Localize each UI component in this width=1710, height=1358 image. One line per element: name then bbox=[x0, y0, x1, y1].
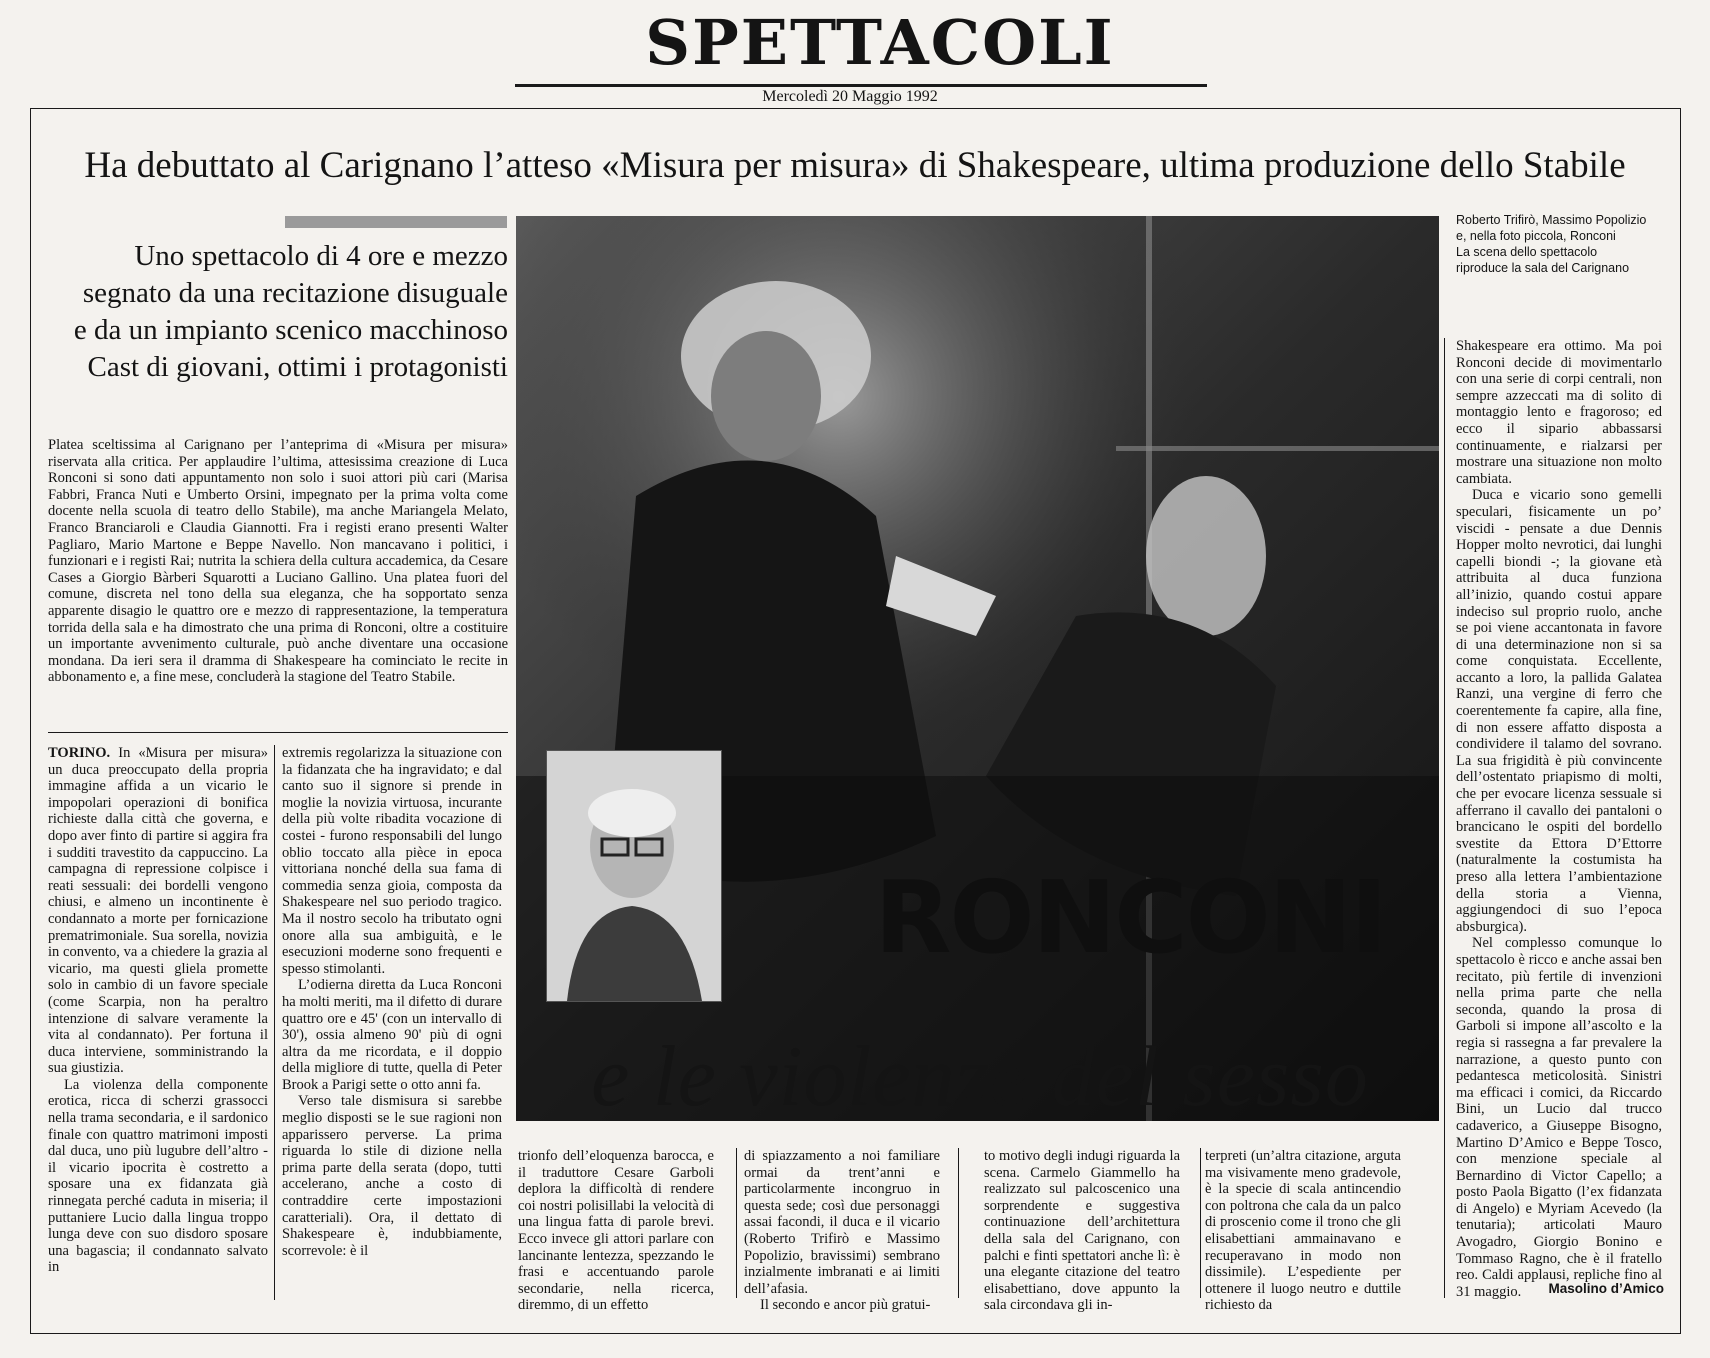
article-column-6 bbox=[1205, 1148, 1401, 1314]
caption-line: e, nella foto piccola, Ronconi bbox=[1456, 229, 1616, 243]
column-text: L’odierna diretta da Luca Ronconi ha molti meriti, ma il difetto di durare quattro ore e 45' (con un intervallo di 30'), ossia almeno 90' più di ogni altra da me ricordata, e il doppio della migliore di tutte, quella di Peter Brook a Parigi sette o otto anni fa. bbox=[282, 977, 502, 1093]
masthead-rule-thick bbox=[515, 84, 1207, 87]
article-column-5 bbox=[984, 1148, 1180, 1314]
column-divider bbox=[958, 1148, 959, 1298]
photo-caption bbox=[1456, 212, 1686, 276]
column-divider bbox=[1444, 338, 1445, 1298]
caption-line: Roberto Trifirò, Massimo Popolizio bbox=[1456, 213, 1647, 227]
feature-title-tagline: e le violenze del sesso bbox=[591, 1028, 1369, 1124]
article-column-right bbox=[1456, 338, 1662, 1300]
column-text: La violenza della componente erotica, ricca di scherzi grassocci nella trama secondaria, e il sardonico finale con quattro matrimoni imposti dal duca, uno più lugubre dell’altro - il vicario ipocrita è costretto a sposare una ex fidanzata già rinnegata perché caduta in miseria; il puttaniere Lucio dalla lingua troppo lunga deve con suo disdoro sposare una bagascia; il condannato salvato in bbox=[48, 1076, 268, 1276]
intro-paragraph bbox=[48, 437, 508, 686]
column-text: to motivo degli indugi riguarda la scena. Carmelo Giammello ha realizzato sul palcoscenico una sorprendente e suggestiva continuazione dell’architettura della sala del Carignano, con palchi e finti spettatori anche lì: è una elegante citazione del teatro elisabettiano, dove appunto la sala circondava gli in- bbox=[984, 1148, 1180, 1314]
article-column-3 bbox=[518, 1148, 714, 1314]
frame-bottom-rule bbox=[30, 1333, 1681, 1334]
portrait-graphic bbox=[547, 751, 721, 1001]
column-text: terpreti (un’altra citazione, arguta ma visivamente meno gradevole, è la specie di scala antincendio con poltrona che cala da un palco di proscenio come il trono che gli elisabettiani ammainavano e recuperavano in modo non dissimile). L’espediente per ottenere il luogo neutro e duttile richiesto da bbox=[1205, 1148, 1401, 1314]
caption-line: riproduce la sala del Carignano bbox=[1456, 261, 1630, 275]
frame-left-rule bbox=[30, 108, 31, 1333]
caption-line: La scena dello spettacolo bbox=[1456, 245, 1598, 259]
dateline: Mercoledì 20 Maggio 1992 bbox=[762, 88, 938, 105]
article-column-4 bbox=[744, 1148, 940, 1314]
column-text: extremis regolarizza la situazione con la fidanzata che ha ingravidato; e dal canto suo il signore si prende in moglie la novizia virtuosa, incurante della più volte ribadita vocazione di costei - furono responsabili del lungo oblio toccato alla pièce in epoca vittoriana nonché della sua fama di commedia senza gioia, composta da Shakespeare nel suo periodo tragico. Ma il nostro secolo ha tributato ogni onore alla sua ambiguità, e le esecuzioni moderne sono frequenti e spesso stimolanti. bbox=[282, 745, 502, 977]
column-divider bbox=[274, 745, 275, 1300]
column-text: Duca e vicario sono gemelli speculari, fisicamente un po’ viscidi - pensate a due Dennis Hopper molto nevrotici, dai lunghi capelli biondi -; la giovane età attribuita al duca funziona all’inizio, quando costui appare indeciso sul proprio ruolo, anche se poi viene accantonata in favore di una determinazione non si sa come conquistata. Eccellente, accanto a loro, la pallida Galatea Ranzi, una vergine di ferro che coerentemente fa capire, alla fine, di non essere affatto disposta a condividere il talamo del sovrano. La sua frigidità è più convincente dell’ostentato priapismo di molti, che per evocare licenza sessuale si afferrano il cavallo dei pantaloni o brancicano le ospiti del bordello svestite da Ettora D’Ettorre (naturalmente la costumista ha preso alla lettera l’ambientazione della storia a Vienna, aggiungendoci di suo l’epoca absburgica). bbox=[1456, 487, 1662, 935]
dateline-city: TORINO. bbox=[48, 745, 111, 761]
subhead-line: segnato da una recitazione disuguale bbox=[82, 277, 508, 309]
column-text: Shakespeare era ottimo. Ma poi Ronconi decide di movimentarlo con una serie di corpi centrali, non sempre azzeccati ma di solito di montaggio lento e fragoroso; ed ecco il sipario abbassarsi continuamente, e rialzarsi per mostrare una situazione non molto cambiata. bbox=[1456, 338, 1662, 487]
subhead-bar bbox=[285, 216, 507, 228]
column-text: In «Misura per misura» un duca preoccupato della propria immagine affida a un vicario le impopolari operazioni di bonifica richieste dalla città che governa, e dopo aver finto di partire si aggira fra i sudditi travestito da cappuccino. La campagna di repressione colpisce i reati sessuali: dei bordelli vengono chiusi, e almeno un incontinente è condannato a morte per fornicazione prematrimoniale. Sua sorella, novizia in convento, va a chiedere la grazia al vicario, ma questi gliela promette solo in cambio di un favore speciale (come Scarpia, non ha peraltro intenzione di salvare veramente la vita al condannato). Per fortuna il duca interviene, somministrando la sua giustizia. bbox=[48, 745, 268, 1077]
feature-title-name: RONCONI bbox=[874, 859, 1386, 976]
dateline-rule-left bbox=[30, 108, 1680, 109]
article-column-2 bbox=[282, 745, 502, 1259]
author-signature: Masolino d’Amico bbox=[1548, 1281, 1664, 1296]
column-text: Nel complesso comunque lo spettacolo è ricco e anche assai ben recitato, più fertile di invenzioni nella prima parte che nella seconda, quando la prosa di Garboli si impone all’ascolto e la regia si rassegna a far prevalere la narrazione, a questo punto con pedantesca meticolosità. Sinistri ma efficaci i comici, da Riccardo Bini, un Lucio dal trucco cadaverico, a Giuseppe Bisogno, Martino D’Amico e Beppe Tosco, con menzione speciale al Bernardino di Victor Capello; a posto Paola Bigatto (l’ex fidanzata di Angelo) e Myriam Acevedo (la tenutaria); articolati Mauro Avogadro, Giorgio Bonino e Tommaso Ragno, che è il fratello reo. Caldi applausi, repliche fino al 31 maggio. bbox=[1456, 935, 1662, 1300]
column-text: di spiazzamento a noi familiare ormai da trent’anni e particolarmente incongruo in questa sede; così due personaggi assai facondi, il duca e il vicario (Roberto Trifirò e Massimo Popolizio, bravissimi) sembrano inzialmente imbranati e ai limiti dell’afasia. bbox=[744, 1148, 940, 1297]
column-divider bbox=[736, 1148, 737, 1298]
subhead bbox=[60, 238, 508, 386]
column-divider bbox=[1200, 1148, 1201, 1298]
subhead-line: e da un impianto scenico macchinoso bbox=[73, 314, 508, 346]
column-text: Verso tale dismisura si sarebbe meglio disposti se le sue ragioni non apparissero perverse. La prima riguarda lo stile di dizione nella prima parte della serata (dopo, tutti accelerano, anche a costo di contraddire certe impostazioni caratteriali). Ora, il dettato di Shakespeare è, indubbiamente, scorrevole: è il bbox=[282, 1093, 502, 1259]
article-column-1 bbox=[48, 745, 268, 1276]
column-text: Il secondo e ancor più gratui- bbox=[760, 1297, 931, 1314]
frame-right-rule bbox=[1680, 108, 1681, 1333]
headline: Ha debuttato al Carignano l’atteso «Misura per misura» di Shakespeare, ultima produzione dello Stabile bbox=[84, 145, 1626, 186]
column-text: trionfo dell’eloquenza barocca, e il traduttore Cesare Garboli deplora la difficoltà di rendere coi nostri polisillabi la velocità di una lingua fatta di parole brevi. Ecco invece gli attori parlare con lancinante lentezza, spezzando le frasi e accentuando parole secondarie, nella ricerca, diremmo, di un effetto bbox=[518, 1148, 714, 1314]
subhead-line: Cast di giovani, ottimi i protagonisti bbox=[87, 351, 508, 383]
intro-text: Platea sceltissima al Carignano per l’anteprima di «Misura per misura» riservata alla critica. Per applaudire l’ultima, attesissima creazione di Luca Ronconi si sono dati appuntamento non solo i suoi attori più cari (Marisa Fabbri, Franca Nuti e Umberto Orsini, impegnato per la prima volta come docente nella scuola di teatro dello Stabile), ma anche Mariangela Melato, Franco Branciaroli e Claudia Giannotti. Fra i registi erano presenti Walter Pagliaro, Mario Martone e Beppe Navello. Non mancavano i politici, i funzionari e i registi Rai; nutrita la schiera della cultura accademica, da Cesare Cases a Giorgio Bàrberi Squarotti a Luciano Gallino. Una platea fuori del comune, discreta nel tono della sua eleganza, che ha sopportato senza apparente disagio le quattro ore e mezzo di rappresentazione, la temperatura torrida della sala e ha dimostrato che una prima di Ronconi, oltre a costituire un importante avvenimento culturale, può anche diventare una occasione mondana. Da ieri sera il dramma di Shakespeare ha cominciato le recite in abbonamento e, a fine mese, concluderà la stagione del Teatro Stabile. bbox=[48, 437, 508, 686]
inset-portrait-photo bbox=[546, 750, 722, 1002]
intro-rule bbox=[48, 732, 508, 733]
subhead-line: Uno spettacolo di 4 ore e mezzo bbox=[134, 240, 508, 272]
section-title: SPETTACOLI bbox=[645, 6, 1115, 79]
